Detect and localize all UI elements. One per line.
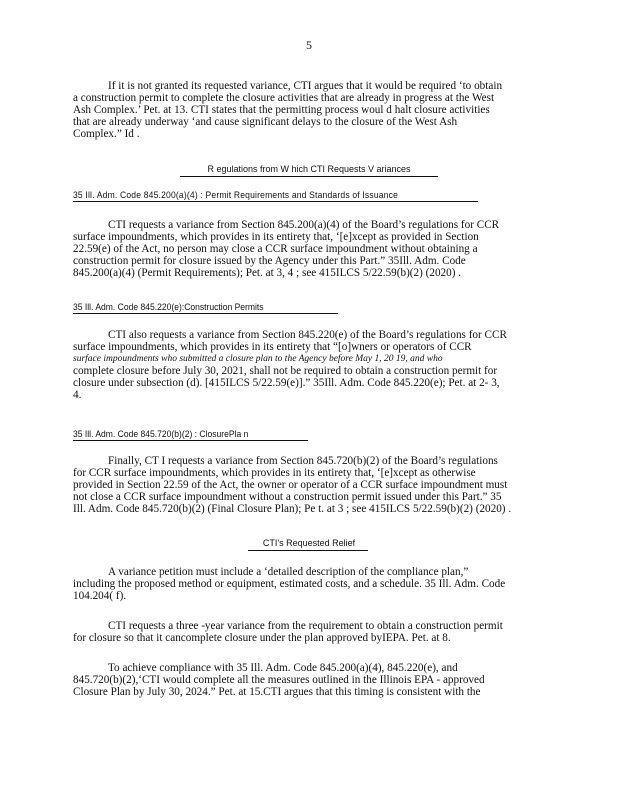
text-line: complete closure before July 30, 2021, shall not be required to obtain a construction permit for <box>73 365 498 377</box>
text-line: surface impoundments who submitted a closure plan to the Agency before May 1, 20 19, and who <box>73 354 443 364</box>
subheading-underline <box>73 201 478 202</box>
text-line: 845.200(a)(4) (Permit Requirements); Pet. at 3, 4 ; see 415ILCS 5/22.59(b)(2) (2020) . <box>73 267 462 279</box>
text-line: surface impoundments, which provides in its entirety that, ‘[e]xcept as provided in Section <box>73 231 479 243</box>
paragraph-845-200 <box>73 219 538 279</box>
subheading-845-720: 35 Ill. Adm. Code 845.720(b)(2) : ClosurePla n <box>73 429 249 440</box>
text-line: 22.59(e) of the Act, no person may close a CCR surface impoundment without obtaining a <box>73 243 478 255</box>
text-line: that are already underway ‘and cause significant delays to the closure of the West Ash <box>73 116 458 128</box>
text-line: a construction permit to complete the closure activities that are already in progress at the West <box>73 92 495 104</box>
section-heading-relief <box>0 538 618 549</box>
text-line: To achieve compliance with 35 Ill. Adm. Code 845.200(a)(4), 845.220(e), and <box>108 662 458 674</box>
text-line: 845.720(b)(2),‘CTI would complete all the measures outlined in the Illinois EPA - approved <box>73 674 485 686</box>
text-line: construction permit for closure issued by the Agency under this Part.” 35Ill. Adm. Code <box>73 255 466 267</box>
text-line: If it is not granted its requested variance, CTI argues that it would be required ‘to obtain <box>108 80 503 92</box>
paragraph-845-220 <box>73 329 538 401</box>
subheading-845-200: 35 Ill. Adm. Code 845.200(a)(4) : Permit Requirements and Standards of Issuance <box>73 190 399 201</box>
paragraph-845-720 <box>73 455 538 515</box>
paragraph-variance-consequence <box>73 80 538 140</box>
heading-text: CTI's Requested Relief <box>262 538 356 548</box>
text-line: not close a CCR surface impoundment without a construction permit issued under this Part.” 35 <box>73 491 502 503</box>
text-line: 104.204( f). <box>73 590 127 602</box>
text-line: for CCR surface impoundments, which provides in its entirety that, ‘[e]xcept as otherwise <box>73 467 476 479</box>
page-number: 5 <box>306 38 312 52</box>
text-line: provided in Section 22.59 of the Act, the owner or operator of a CCR surface impoundment must <box>73 479 508 491</box>
text-line: including the proposed method or equipment, estimated costs, and a schedule. 35 Ill. Adm. Code <box>73 578 506 590</box>
text-line: closure under subsection (d). [415ILCS 5/22.59(e)].” 35Ill. Adm. Code 845.220(e); Pet. at 2- 3, <box>73 377 500 389</box>
text-line: CTI also requests a variance from Section 845.220(e) of the Board’s regulations for CCR <box>108 329 507 341</box>
text-line: Ill. Adm. Code 845.720(b)(2) (Final Closure Plan); Pe t. at 3 ; see 415ILCS 5/22.59(b)(2) (2020) . <box>73 503 512 515</box>
subheading-underline <box>73 440 308 441</box>
text-line: for closure so that it cancomplete closure under the plan approved byIEPA. Pet. at 8. <box>73 632 451 644</box>
paragraph-three-year-variance <box>73 620 538 644</box>
paragraph-compliance-plan <box>73 566 538 602</box>
text-line: CTI requests a variance from Section 845.200(a)(4) of the Board’s regulations for CCR <box>108 219 500 231</box>
heading-underline <box>180 176 438 177</box>
text-line: Complex.” Id . <box>73 128 140 140</box>
heading-underline <box>248 550 368 551</box>
heading-text: R egulations from W hich CTI Requests V ariances <box>207 164 411 174</box>
text-line: 4. <box>73 389 82 401</box>
section-heading-regulations <box>0 164 618 175</box>
text-line: surface impoundments, which provides in its entirety that “[o]wners or operators of CCR <box>73 341 472 353</box>
text-line: Closure Plan by July 30, 2024.” Pet. at 15.CTI argues that this timing is consistent with the <box>73 686 481 698</box>
subheading-845-220: 35 Ill. Adm. Code 845.220(e):Construction Permits <box>73 302 264 313</box>
subheading-underline <box>73 313 338 314</box>
text-line: Ash Complex.’ Pet. at 13. CTI states that the permitting process woul d halt closure activities <box>73 104 490 116</box>
text-line: Finally, CT I requests a variance from Section 845.720(b)(2) of the Board’s regulations <box>108 455 498 467</box>
paragraph-achieve-compliance <box>73 662 538 698</box>
text-line: CTI requests a three -year variance from the requirement to obtain a construction permit <box>108 620 503 632</box>
text-line: A variance petition must include a ‘detailed description of the compliance plan,” <box>108 566 469 578</box>
